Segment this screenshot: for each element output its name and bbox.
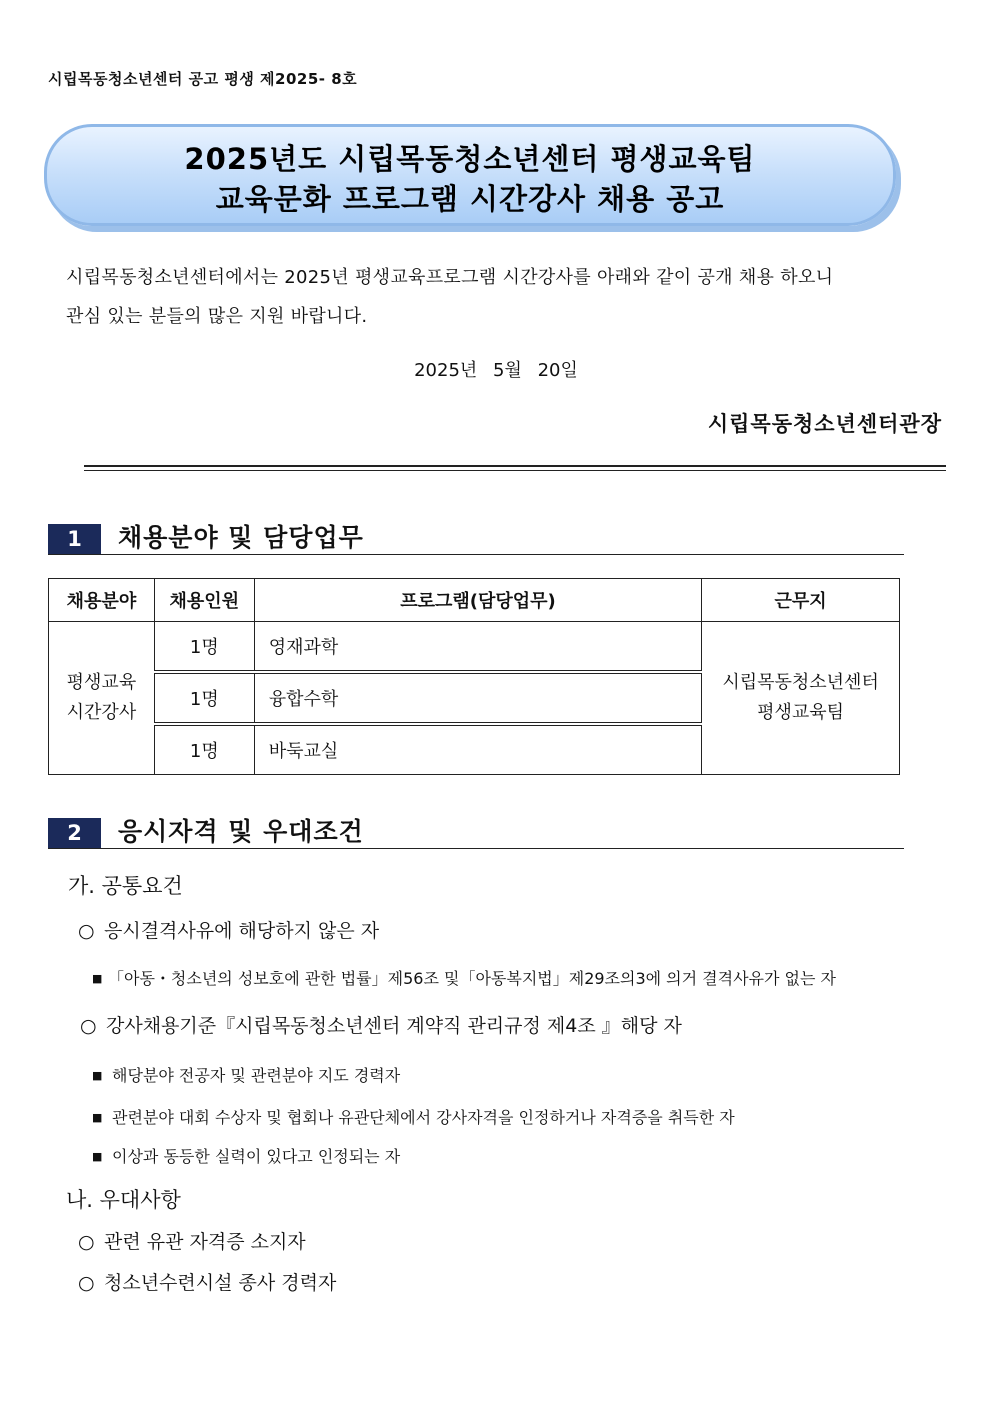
circle-bullet-icon: ○	[78, 1231, 95, 1253]
divider-thick	[84, 465, 946, 467]
square-bullet-icon: ■	[92, 1150, 103, 1163]
common-item-1-sub	[92, 966, 836, 989]
preference-heading: 나. 우대사항	[66, 1188, 181, 1212]
preference-item-text: 청소년수련시설 종사 경력자	[104, 1272, 337, 1294]
header-place: 근무지	[702, 579, 900, 622]
table-header-row	[49, 579, 900, 622]
common-item-2-text: 강사채용기준『시립목동청소년센터 계약직 관리규정 제4조 』해당 자	[106, 1015, 682, 1037]
area-line-2: 시간강사	[66, 702, 137, 723]
common-item-2-sub-text: 해당분야 전공자 및 관련분야 지도 경력자	[112, 1066, 401, 1085]
issuer: 시립목동청소년센터관장	[707, 412, 942, 436]
common-item-2-sub	[92, 1105, 735, 1128]
square-bullet-icon: ■	[92, 1069, 103, 1082]
common-requirements-heading: 가. 공통요건	[68, 874, 183, 898]
title-banner	[44, 124, 896, 226]
circle-bullet-icon: ○	[78, 920, 95, 942]
cell-place	[702, 622, 900, 775]
circle-bullet-icon: ○	[78, 1272, 95, 1294]
common-item-1-sub-text: 「아동・청소년의 성보호에 관한 법률」제56조 및「아동복지법」제29조의3에 의거 결격사유가 없는 자	[108, 969, 837, 988]
preference-item	[78, 1268, 336, 1295]
common-item-1-text: 응시결격사유에 해당하지 않은 자	[104, 920, 380, 942]
intro-paragraph	[66, 258, 906, 336]
section-1-number: 1	[48, 524, 101, 554]
preference-item-text: 관련 유관 자격증 소지자	[104, 1231, 306, 1253]
section-2-title: 응시자격 및 우대조건	[118, 817, 364, 846]
common-item-2-sub-text: 관련분야 대회 수상자 및 협회나 유관단체에서 강사자격을 인정하거나 자격증을 취득한 자	[112, 1108, 735, 1127]
common-item-2-sub	[92, 1063, 400, 1086]
common-item-2	[80, 1011, 682, 1038]
cell-program: 영재과학	[254, 622, 701, 673]
title-line-1: 2025년도 시립목동청소년센터 평생교육팀	[184, 142, 756, 176]
divider-thin	[84, 470, 946, 471]
place-line-2: 평생교육팀	[757, 702, 845, 723]
recruitment-table	[48, 578, 900, 775]
header-area: 채용분야	[49, 579, 155, 622]
cell-count: 1명	[154, 672, 254, 724]
section-1-title: 채용분야 및 담당업무	[118, 523, 364, 552]
title-line-2: 교육문화 프로그램 시간강사 채용 공고	[215, 182, 725, 216]
circle-bullet-icon: ○	[80, 1015, 97, 1037]
square-bullet-icon: ■	[92, 972, 103, 985]
section-2-header	[48, 814, 904, 849]
cell-program: 바둑교실	[254, 724, 701, 775]
place-line-1: 시립목동청소년센터	[722, 672, 879, 693]
common-item-2-sub	[92, 1144, 400, 1167]
square-bullet-icon: ■	[92, 1111, 103, 1124]
header-program: 프로그램(담당업무)	[254, 579, 701, 622]
table-row	[49, 622, 900, 673]
notice-number: 시립목동청소년센터 공고 평생 제2025- 8호	[48, 70, 358, 88]
intro-line-1: 시립목동청소년센터에서는 2025년 평생교육프로그램 시간강사를 아래와 같이 공개 채용 하오니	[66, 267, 834, 288]
cell-area	[49, 622, 155, 775]
cell-count: 1명	[154, 622, 254, 673]
cell-count: 1명	[154, 724, 254, 775]
header-count: 채용인원	[154, 579, 254, 622]
announcement-date: 2025년 5월 20일	[414, 360, 578, 381]
preference-item	[78, 1227, 306, 1254]
section-1-header	[48, 520, 904, 555]
common-item-2-sub-text: 이상과 동등한 실력이 있다고 인정되는 자	[112, 1147, 401, 1166]
intro-line-2: 관심 있는 분들의 많은 지원 바랍니다.	[66, 306, 368, 327]
section-2-number: 2	[48, 818, 101, 848]
common-item-1	[78, 916, 379, 943]
area-line-1: 평생교육	[66, 672, 137, 693]
cell-program: 융합수학	[254, 672, 701, 724]
